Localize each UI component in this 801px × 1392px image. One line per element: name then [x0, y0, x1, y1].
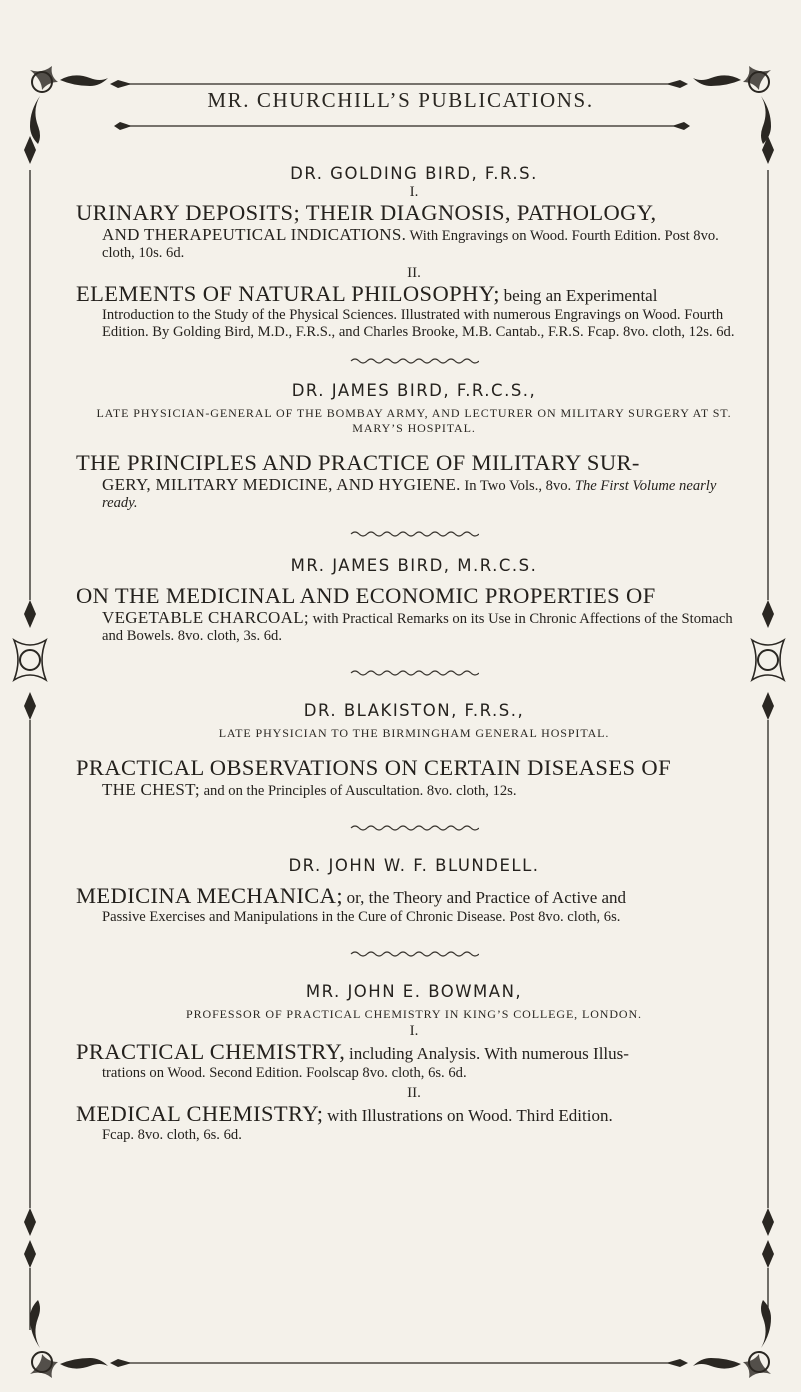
- entry-body-block: [76, 476, 752, 512]
- entry-vegetable-charcoal: [76, 583, 752, 645]
- entry-medical-chemistry: [76, 1101, 752, 1144]
- entry-title: ELEMENTS OF NATURAL PHILOSOPHY;: [76, 281, 500, 306]
- entry-body-block: [76, 226, 752, 262]
- entry-body: Introduction to the Study of the Physical Sciences. Illustrated with numerous Engravings on Wood. Fourth Edition. By Golding Bird, M.D., F.R.S., and Charles Brooke, M.B. Cantab., F.R.S. Fcap. 8vo. cloth, 12s. 6d.: [102, 307, 735, 340]
- entry-title: MEDICINA MECHANICA;: [76, 883, 343, 908]
- author-heading: DR. GOLDING BIRD, F.R.S.: [290, 164, 538, 183]
- entry-title: MEDICAL CHEMISTRY;: [76, 1101, 324, 1126]
- author-affiliation: LATE PHYSICIAN TO THE BIRMINGHAM GENERAL HOSPITAL.: [218, 726, 610, 740]
- author-affiliation: LATE PHYSICIAN-GENERAL OF THE BOMBAY ARMY, AND LECTURER ON MILITARY SURGERY AT ST. MARY’S HOSPITAL.: [96, 406, 732, 435]
- section-james-bird-mrcs: [76, 556, 752, 645]
- entry-body-italic: The First Volume nearly ready.: [102, 478, 717, 511]
- entry-title: THE PRINCIPLES AND PRACTICE OF MILITARY SUR-: [76, 450, 640, 475]
- author-heading: MR. JOHN E. BOWMAN,: [305, 982, 523, 1001]
- separator-ornament: [349, 645, 479, 701]
- entry-title-tail: including Analysis. With numerous Illus-: [348, 1044, 629, 1063]
- entry-body-block: [76, 609, 752, 645]
- entry-body-caps: VEGETABLE CHARCOAL;: [102, 608, 309, 627]
- corner-ornament-br-icon: [693, 1300, 771, 1378]
- entry-body-caps: THE CHEST;: [102, 780, 200, 799]
- entry-urinary-deposits: [76, 200, 752, 262]
- entry-numeral: I.: [409, 1023, 419, 1039]
- entry-medicina-mechanica: [76, 883, 752, 926]
- entry-natural-philosophy: [76, 281, 752, 341]
- author-affiliation: PROFESSOR OF PRACTICAL CHEMISTRY IN KING’S COLLEGE, LONDON.: [186, 1007, 642, 1021]
- entry-body: Fcap. 8vo. cloth, 6s. 6d.: [102, 1127, 242, 1143]
- entry-body-block: [76, 781, 752, 800]
- entry-numeral: II.: [407, 1085, 421, 1101]
- entry-practical-chemistry: [76, 1039, 752, 1082]
- entry-title: PRACTICAL CHEMISTRY,: [76, 1039, 346, 1064]
- entry-body: In Two Vols., 8vo.: [464, 478, 572, 494]
- entry-title-tail: being an Experimental: [503, 286, 658, 305]
- section-golding-bird: [76, 164, 752, 341]
- entry-body: With Engravings on Wood. Fourth Edition. Post 8vo. cloth, 10s. 6d.: [102, 228, 719, 261]
- entry-body-caps: AND THERAPEUTICAL INDICATIONS.: [102, 225, 407, 244]
- entry-numeral: II.: [407, 265, 421, 281]
- author-heading: DR. BLAKISTON, F.R.S.,: [303, 701, 525, 720]
- author-heading: DR. JAMES BIRD, F.R.C.S.,: [291, 381, 537, 400]
- author-heading: MR. JAMES BIRD, M.R.C.S.: [290, 556, 538, 575]
- section-blundell: [76, 856, 752, 926]
- entry-body: with Practical Remarks on its Use in Chronic Affections of the Stomach and Bowels. 8vo. cloth, 3s. 6d.: [102, 611, 733, 644]
- entry-title: PRACTICAL OBSERVATIONS ON CERTAIN DISEASES OF: [76, 755, 671, 780]
- side-ornament-right-icon: [752, 136, 784, 1330]
- entry-numeral: I.: [409, 184, 419, 200]
- entry-body: Passive Exercises and Manipulations in the Cure of Chronic Disease. Post 8vo. cloth, 6s.: [102, 909, 621, 925]
- entry-title-tail: or, the Theory and Practice of Active and: [346, 888, 627, 907]
- corner-ornament-bl-icon: [30, 1300, 108, 1378]
- entry-title: URINARY DEPOSITS; THEIR DIAGNOSIS, PATHOLOGY,: [76, 200, 657, 225]
- separator-ornament: [349, 341, 479, 381]
- entry-diseases-of-chest: [76, 755, 752, 800]
- separator-ornament: [349, 800, 479, 856]
- section-bowman: [76, 982, 752, 1144]
- section-blakiston: [76, 701, 752, 800]
- author-heading: DR. JOHN W. F. BLUNDELL.: [288, 856, 540, 875]
- entry-body: and on the Principles of Auscultation. 8vo. cloth, 12s.: [203, 783, 517, 799]
- entry-military-surgery: [76, 450, 752, 512]
- entry-body: trations on Wood. Second Edition. Foolscap 8vo. cloth, 6s. 6d.: [102, 1065, 467, 1081]
- catalogue-body: [76, 164, 752, 1144]
- running-head: MR. CHURCHILL’S PUBLICATIONS.: [207, 88, 594, 112]
- section-james-bird-frcs: [76, 381, 752, 512]
- separator-ornament: [349, 926, 479, 982]
- entry-title-tail: with Illustrations on Wood. Third Edition.: [327, 1106, 613, 1125]
- side-ornament-left-icon: [14, 136, 46, 1330]
- separator-ornament: [349, 512, 479, 556]
- entry-title: ON THE MEDICINAL AND ECONOMIC PROPERTIES OF: [76, 583, 656, 608]
- entry-body-caps: GERY, MILITARY MEDICINE, AND HYGIENE.: [102, 475, 461, 494]
